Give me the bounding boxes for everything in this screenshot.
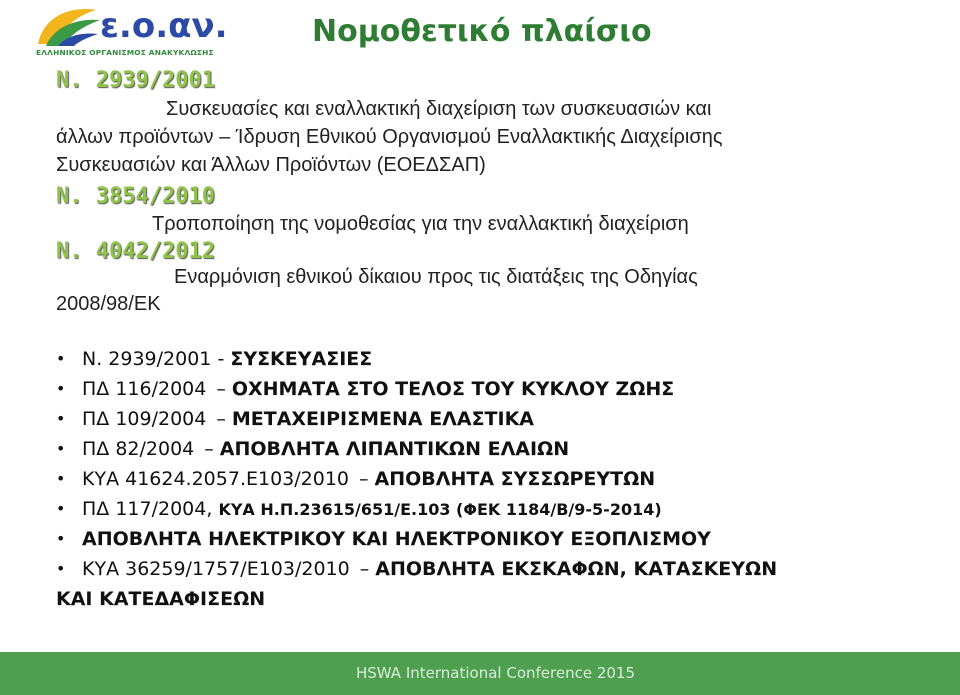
list-item: • Ν. 2939/2001 - ΣΥΣΚΕΥΑΣΙΕΣ	[56, 344, 946, 374]
law-description-line: Τροποποίηση της νομοθεσίας για την εναλλακτική διαχείριση	[152, 213, 689, 235]
list-item-continuation: ΚΑΙ ΚΑΤΕΔΑΦΙΣΕΩΝ	[56, 588, 266, 610]
legislation-list	[56, 344, 946, 614]
list-item: • ΠΔ 109/2004 – ΜΕΤΑΧΕΙΡΙΣΜΕΝΑ ΕΛΑΣΤΙΚΑ	[56, 404, 946, 434]
eoan-logo	[34, 4, 228, 62]
footer-conference-label: HSWA International Conference 2015	[356, 664, 636, 682]
law-description-line: 2008/98/ΕΚ	[56, 293, 161, 315]
law-description-line: άλλων προϊόντων – Ίδρυση Εθνικού Οργανισμού Εναλλακτικής Διαχείρισης	[56, 126, 723, 148]
law-code-4042: Ν. 4042/2012	[56, 239, 215, 264]
bullet-icon: •	[56, 529, 66, 548]
law-description-line: Εναρμόνιση εθνικού δίκαιου προς τις διατάξεις της Οδηγίας	[174, 266, 698, 288]
list-item: • ΑΠΟΒΛΗΤΑ ΗΛΕΚΤΡΙΚΟΥ ΚΑΙ ΗΛΕΚΤΡΟΝΙΚΟΥ ΕΞΟΠΛΙΣΜΟΥ	[56, 524, 946, 554]
list-item: • ΚΥΑ 36259/1757/Ε103/2010 – ΑΠΟΒΛΗΤΑ ΕΚΣΚΑΦΩΝ, ΚΑΤΑΣΚΕΥΩΝ	[56, 554, 946, 584]
law-code-3854: Ν. 3854/2010	[56, 184, 215, 209]
law-description-line: Συσκευασίες και εναλλακτική διαχείριση των συσκευασιών και	[166, 98, 712, 120]
bullet-icon: •	[56, 559, 66, 578]
bullet-icon: •	[56, 409, 66, 428]
logo-wordmark: ε.ο.αν.	[100, 6, 228, 46]
list-item: • ΠΔ 117/2004, ΚΥΑ Η.Π.23615/651/Ε.103 (ΦΕΚ 1184/Β/9-5-2014)	[56, 494, 946, 524]
bullet-icon: •	[56, 379, 66, 398]
list-item: • ΠΔ 82/2004 – ΑΠΟΒΛΗΤΑ ΛΙΠΑΝΤΙΚΩΝ ΕΛΑΙΩΝ	[56, 434, 946, 464]
list-item: • ΠΔ 116/2004 – ΟΧΗΜΑΤΑ ΣΤΟ ΤΕΛΟΣ ΤΟΥ ΚΥΚΛΟΥ ΖΩΗΣ	[56, 374, 946, 404]
bullet-icon: •	[56, 349, 66, 368]
law-code-2939: Ν. 2939/2001	[56, 68, 215, 93]
page-title: Νομοθετικό πλαίσιο	[312, 14, 652, 49]
logo-subtitle: ΕΛΛΗΝΙΚΟΣ ΟΡΓΑΝΙΣΜΟΣ ΑΝΑΚΥΚΛΩΣΗΣ	[36, 48, 214, 57]
logo-leaf-icon	[34, 4, 104, 50]
footer-bar	[0, 652, 960, 695]
list-item: • ΚΥΑ 41624.2057.Ε103/2010 – ΑΠΟΒΛΗΤΑ ΣΥΣΣΩΡΕΥΤΩΝ	[56, 464, 946, 494]
law-description-line: Συσκευασιών και Άλλων Προϊόντων (ΕΟΕΔΣΑΠ)	[56, 154, 486, 176]
bullet-icon: •	[56, 499, 66, 518]
bullet-icon: •	[56, 439, 66, 458]
bullet-icon: •	[56, 469, 66, 488]
